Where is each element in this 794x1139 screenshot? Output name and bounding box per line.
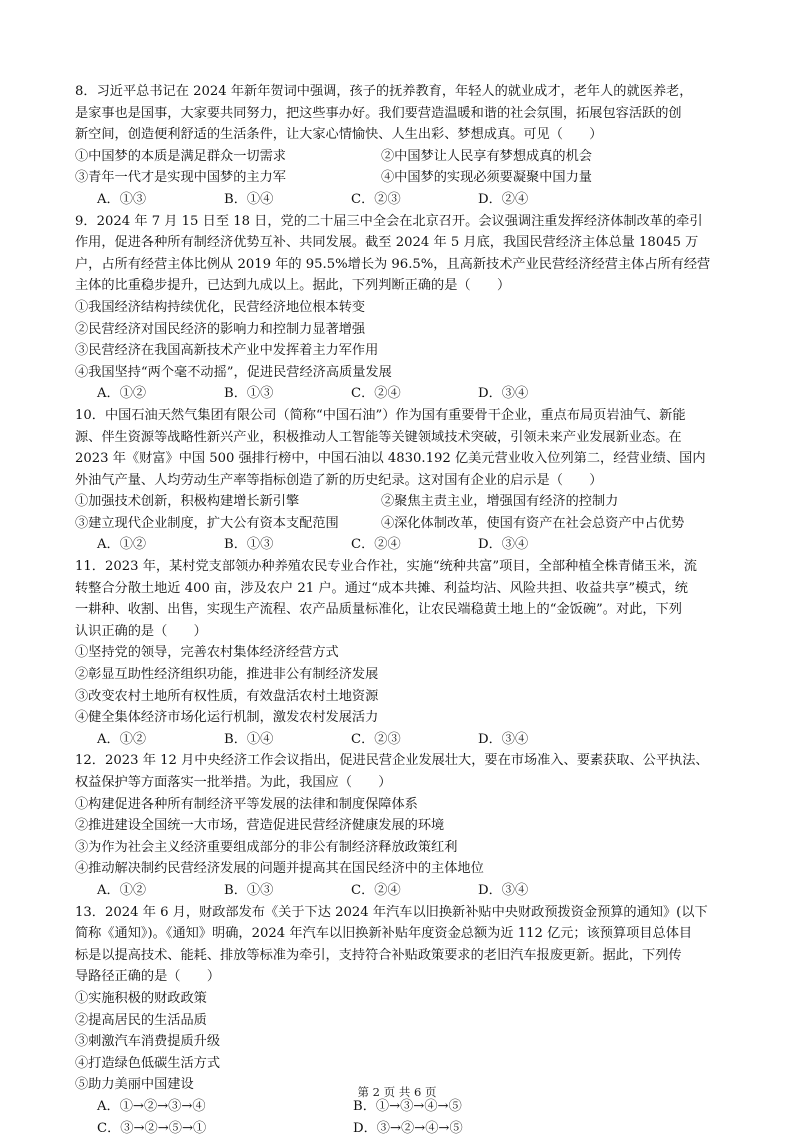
- question-text-line: 8．习近平总书记在 2024 年新年贺词中强调，孩子的抚养教育，年轻人的就业成才，老年人的就医养老，: [75, 81, 730, 103]
- choice-b: B．①→③→④→⑤: [353, 1096, 609, 1118]
- answer-choices: [75, 729, 730, 751]
- answer-choices: [75, 383, 730, 405]
- statement-option: ①我国经济结构持续优化，民营经济地位根本转变: [75, 297, 730, 319]
- statement-option: ②民营经济对国民经济的影响力和控制力显著增强: [75, 319, 730, 341]
- choice-b: B．①④: [224, 729, 351, 751]
- question-text-line: 11．2023 年，某村党支部领办种养殖农民专业合作社，实施“统种共富”项目，全部种植全株青储玉米，流: [75, 556, 730, 578]
- question-8: [75, 81, 730, 211]
- page-number-footer: 第 2 页 共 6 页: [0, 1084, 794, 1100]
- statement-option: ③建立现代企业制度，扩大公有资本支配范围: [75, 513, 381, 535]
- exam-page: [75, 104, 730, 1139]
- choice-d: D．③→②→④→⑤: [353, 1118, 609, 1139]
- statement-option: ⑤助力美丽中国建设: [75, 1074, 730, 1096]
- option-pair-row: [75, 146, 730, 168]
- question-text-line: 9．2024 年 7 月 15 日至 18 日，党的二十届三中全会在北京召开。会议强调注重发挥经济体制改革的牵引: [75, 211, 730, 233]
- question-text-line: 标是以提高技术、能耗、排放等标准为牵引，支持符合补贴政策要求的老旧汽车报废更新。据此，下列传: [75, 945, 730, 967]
- choice-c: C．③→②→⑤→①: [97, 1118, 353, 1139]
- statement-option: ③青年一代才是实现中国梦的主力军: [75, 167, 381, 189]
- statement-option: ②彰显互助性经济组织功能，推进非公有制经济发展: [75, 664, 730, 686]
- question-text-line: 12．2023 年 12 月中央经济工作会议指出，促进民营企业发展壮大，要在市场准入、要素获取、公平执法、: [75, 750, 730, 772]
- answer-choices: [75, 534, 730, 556]
- choice-b: B．①④: [224, 189, 351, 211]
- question-text-line: 2023 年《财富》中国 500 强排行榜中，中国石油以 4830.192 亿美元营业收入位列第二，经营业绩、国内: [75, 448, 730, 470]
- statement-option: ④深化体制改革，使国有资产在社会总资产中占优势: [381, 513, 684, 535]
- question-text-line: 13．2024 年 6 月，财政部发布《关于下达 2024 年汽车以旧换新补贴中央财政预拨资金预算的通知》(以下: [75, 902, 730, 924]
- answer-choices: [75, 189, 730, 211]
- question-text-line: 转整合分散土地近 400 亩，涉及农户 21 户。通过“成本共摊、利益均沾、风险共担、收益共享”模式，统: [75, 578, 730, 600]
- choice-d: D．③④: [478, 534, 605, 556]
- question-text-line: 主体的比重稳步提升，已达到九成以上。据此，下列判断正确的是（ ）: [75, 275, 730, 297]
- statement-option: ③刺激汽车消费提质升级: [75, 1031, 730, 1053]
- statement-option: ②推进建设全国统一大市场，营造促进民营经济健康发展的环境: [75, 815, 730, 837]
- question-text-line: 认识正确的是（ ）: [75, 621, 730, 643]
- question-text-line: 简称《通知》)。《通知》明确，2024 年汽车以旧换新补贴年度资金总额为近 112 亿元；该预算项目总体目: [75, 923, 730, 945]
- statement-option: ④健全集体经济市场化运行机制，激发农村发展活力: [75, 707, 730, 729]
- answer-choices: [75, 880, 730, 902]
- statement-option: ①加强技术创新，积极构建增长新引擎: [75, 491, 381, 513]
- choice-b: B．①③: [224, 383, 351, 405]
- statement-option: ①实施积极的财政政策: [75, 988, 730, 1010]
- question-text-line: 新空间，创造便利舒适的生活条件，让大家心情愉快、人生出彩、梦想成真。可见（ ）: [75, 124, 730, 146]
- choice-c: C．②④: [351, 383, 478, 405]
- question-13: [75, 902, 730, 1139]
- question-text-line: 作用，促进各种所有制经济优势互补、共同发展。截至 2024 年 5 月底，我国民营经济主体总量 18045 万: [75, 232, 730, 254]
- statement-option: ④我国坚持“两个毫不动摇”，促进民营经济高质量发展: [75, 362, 730, 384]
- question-10: [75, 405, 730, 556]
- question-text-line: 外油气产量、人均劳动生产率等指标创造了新的历史纪录。这对国有企业的启示是（ ）: [75, 470, 730, 492]
- choice-a: A．①②: [97, 383, 224, 405]
- question-text-line: 导路径正确的是（ ）: [75, 966, 730, 988]
- choice-a: A．①②: [97, 729, 224, 751]
- question-text-line: 10．中国石油天然气集团有限公司（简称“中国石油”）作为国有重要骨干企业，重点布局页岩油气、新能: [75, 405, 730, 427]
- choice-a: A．①②: [97, 880, 224, 902]
- choice-c: C．②③: [351, 189, 478, 211]
- statement-option: ④打造绿色低碳生活方式: [75, 1053, 730, 1075]
- statement-option: ④中国梦的实现必须要凝聚中国力量: [381, 167, 592, 189]
- choice-c: C．②④: [351, 534, 478, 556]
- statement-option: ④推动解决制约民营经济发展的问题并提高其在国民经济中的主体地位: [75, 858, 730, 880]
- question-text-line: 是家事也是国事，大家要共同努力，把这些事办好。我们要营造温暖和谐的社会氛围，拓展包容活跃的创: [75, 103, 730, 125]
- question-text-line: 源、伴生资源等战略性新兴产业，积极推动人工智能等关键领域技术突破，引领未来产业发展新业态。在: [75, 427, 730, 449]
- choice-d: D．③④: [478, 383, 605, 405]
- option-pair-row: [75, 491, 730, 513]
- question-11: [75, 556, 730, 750]
- answer-choices: [75, 1118, 730, 1139]
- option-pair-row: [75, 167, 730, 189]
- statement-option: ①坚持党的领导，完善农村集体经济经营方式: [75, 642, 730, 664]
- choice-c: C．②④: [351, 880, 478, 902]
- statement-option: ①中国梦的本质是满足群众一切需求: [75, 146, 381, 168]
- choice-d: D．②④: [478, 189, 605, 211]
- statement-option: ③民营经济在我国高新技术产业中发挥着主力军作用: [75, 340, 730, 362]
- choice-b: B．①③: [224, 880, 351, 902]
- question-9: [75, 211, 730, 405]
- choice-a: A．①③: [97, 189, 224, 211]
- option-pair-row: [75, 513, 730, 535]
- question-text-line: 户，占所有经营主体比例从 2019 年的 95.5%增长为 96.5%，且高新技术产业民营经济经营主体占所有经营: [75, 254, 730, 276]
- statement-option: ②提高居民的生活品质: [75, 1010, 730, 1032]
- choice-d: D．③④: [478, 880, 605, 902]
- statement-option: ③改变农村土地所有权性质，有效盘活农村土地资源: [75, 686, 730, 708]
- choice-a: A．①→②→③→④: [97, 1096, 353, 1118]
- statement-option: ③为作为社会主义经济重要组成部分的非公有制经济释放政策红利: [75, 837, 730, 859]
- choice-a: A．①②: [97, 534, 224, 556]
- choice-b: B．①③: [224, 534, 351, 556]
- question-text-line: 权益保护等方面落实一批举措。为此，我国应（ ）: [75, 772, 730, 794]
- statement-option: ①构建促进各种所有制经济平等发展的法律和制度保障体系: [75, 794, 730, 816]
- choice-c: C．②③: [351, 729, 478, 751]
- question-12: [75, 750, 730, 901]
- statement-option: ②中国梦让人民享有梦想成真的机会: [381, 146, 592, 168]
- choice-d: D．③④: [478, 729, 605, 751]
- statement-option: ②聚焦主责主业，增强国有经济的控制力: [381, 491, 618, 513]
- question-text-line: 一耕种、收割、出售，实现生产流程、农产品质量标准化，让农民端稳黄土地上的“金饭碗”。对此，下列: [75, 599, 730, 621]
